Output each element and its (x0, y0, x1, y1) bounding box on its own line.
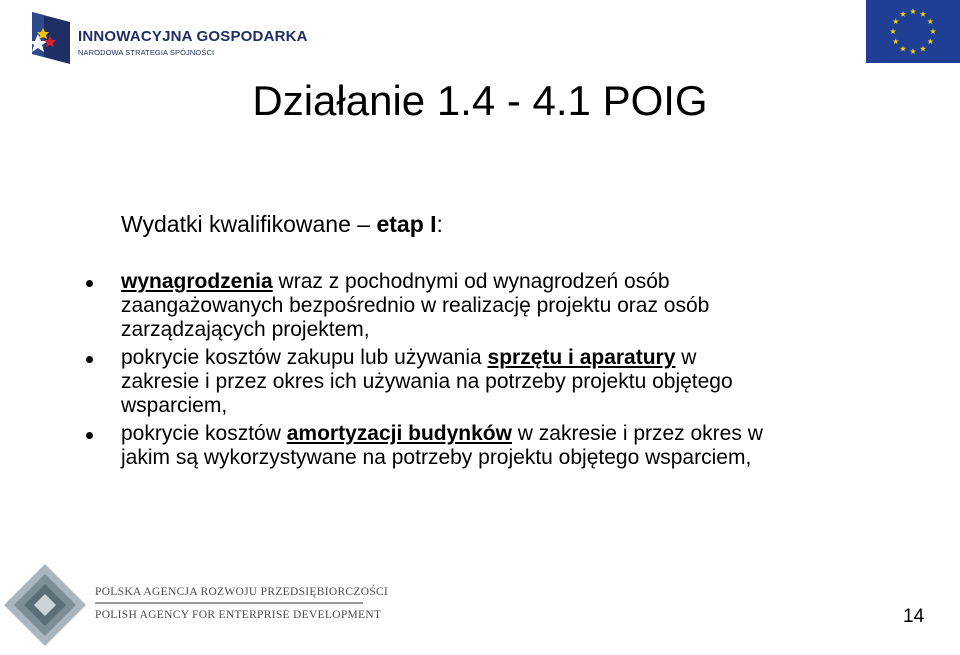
bullet-line: zarządzających projektem, (121, 318, 370, 341)
parp-agency-name (95, 586, 389, 621)
line-text: w zakresie i przez okres w (511, 422, 763, 445)
bullet-dot-icon (86, 432, 93, 439)
underlined-term: wynagrodzenia (121, 270, 273, 293)
eligible-costs-list (0, 270, 911, 474)
bullet-line: zakresie i przez okres ich używania na potrzeby projektu objętego (121, 370, 733, 393)
underlined-term: amortyzacji budynków (286, 422, 512, 445)
line-text: pokrycie kosztów (121, 422, 287, 445)
agency-name-en: POLISH AGENCY FOR ENTERPRISE DEVELOPMENT (95, 609, 382, 621)
underlined-term: sprzętu i aparatury (487, 346, 676, 369)
bullet-line: jakim są wykorzystywane na potrzeby projektu objętego wsparciem, (121, 446, 752, 469)
intro-lead: Wydatki kwalifikowane – (121, 211, 371, 237)
intro-text (121, 210, 443, 238)
list-item (0, 270, 911, 342)
program-emblem-icon (30, 8, 74, 66)
page-number: 14 (903, 606, 925, 627)
line-text: w (675, 346, 697, 369)
program-subtitle: NARODOWA STRATEGIA SPÓJNOŚCI (78, 48, 215, 57)
intro-suffix: : (436, 211, 443, 237)
line-text: pokrycie kosztów zakupu lub używania (121, 346, 488, 369)
bullet-line: zaangażowanych bezpośrednio w realizację projektu oraz osób (121, 294, 710, 317)
bullet-line (121, 422, 911, 446)
list-item (0, 346, 911, 418)
bullet-dot-icon (86, 280, 93, 287)
intro-bold: etap I (376, 211, 437, 237)
slide-title: Działanie 1.4 - 4.1 POIG (252, 77, 708, 124)
innowacyjna-gospodarka-logo (30, 8, 320, 66)
line-text: wraz z pochodnymi od wynagrodzeń osób (272, 270, 670, 293)
list-item (0, 422, 911, 470)
bullet-dot-icon (86, 356, 93, 363)
program-name: INNOWACYJNA GOSPODARKA (78, 28, 308, 45)
divider (95, 602, 363, 604)
parp-logo-icon (0, 560, 90, 650)
bullet-line: wsparciem, (121, 394, 228, 417)
eu-flag-icon (866, 0, 960, 63)
bullet-line (121, 270, 911, 294)
bullet-line (121, 346, 911, 370)
agency-name-pl: POLSKA AGENCJA ROZWOJU PRZEDSIĘBIORCZOŚCI (95, 586, 389, 598)
